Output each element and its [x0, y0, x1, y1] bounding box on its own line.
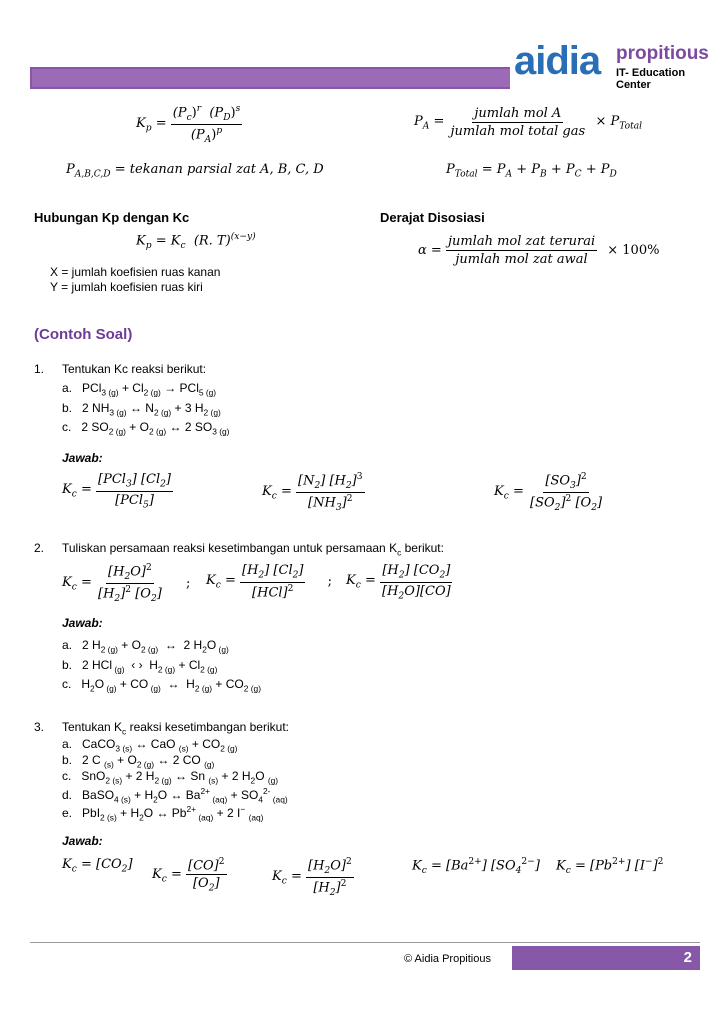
q2-answer-a: a. 2 $H_{2 (g)} + O_{2 (g)}$ ↔ 2 $H_2O$ $_{(g)}$ [62, 638, 229, 655]
page-number: 2 [683, 949, 692, 966]
footer-divider [30, 942, 700, 943]
kp-formula: $K_p$ = $\frac{(P_c)^r (P_D)^s}{(P_A)^p}$ [136, 104, 241, 145]
q3-answer-a: $K_c = [CO_2]$ [62, 857, 133, 875]
q2-number: 2. [34, 541, 45, 555]
q2-text: Tuliskan persamaan reaksi kesetimbangan untuk persamaan $K_c$ berikut: [62, 541, 444, 558]
q3-answer-d: $K_c = [Ba^{2+}]$ $[SO_4^{2-}]$ [412, 857, 540, 876]
q2-answer-c: c. $H_2O$ $_{(g)}$ + CO $_{(g)}$ ↔ $H_{2 (g)} + CO_{2 (g)}$ [62, 677, 262, 694]
q2-given-b: $K_c$ = $\frac{[H_2] [Cl_2]}{[HCl]^2}$ ; [206, 563, 333, 600]
q1-answer-c: $K_c$ = $\frac{[SO_3]^2}{[SO_2]^2 [O_2]}$ [494, 472, 603, 513]
q3-item-a: a. CaCO$_{3 (s)}$ ↔ CaO $_{(s)} + CO_{2 (g)}$ [62, 737, 238, 754]
q2-given-a: $K_c$ = $\frac{[H_2O]^2}{[H_2]^2 [O_2]}$ ; [62, 563, 191, 604]
brand-sub1: propitious [616, 43, 709, 64]
kpkc-title: Hubungan Kp dengan Kc [34, 210, 190, 225]
pa-formula: $P_A$ = $\frac{\text{jumlah mol A}}{\text{jumlah mol total gas}}$ × $P_{Total}$ [414, 106, 643, 139]
q3-answer-b: $K_c$ = $\frac{[CO]^2}{[O_2]}$ [152, 857, 225, 894]
q3-text: Tentukan $K_c$ reaksi kesetimbangan berikut: [62, 720, 289, 737]
alpha-formula: α = $\frac{\text{jumlah mol zat terurai}}{\text{jumlah mol zat awal}}$ × 100% [418, 234, 660, 267]
q1-jawab: Jawab: [62, 451, 103, 465]
q3-item-c: c. SnO$_{2 (s)}$ + 2 $H_{2 (g)}$ ↔ Sn $_{(s)}$ + 2 $H_2O$ $_{(g)}$ [62, 769, 279, 786]
footer-copyright: © Aidia Propitious [404, 953, 491, 965]
q1-text: Tentukan Kc reaksi berikut: [62, 362, 207, 376]
q1-answer-a: $K_c$ = $\frac{[PCl_3] [Cl_2]}{[PCl_5]}$ [62, 472, 171, 511]
contoh-soal-title: (Contoh Soal) [34, 326, 133, 343]
q3-number: 3. [34, 720, 45, 734]
q3-item-e: e. $PbI_{2 (s)} + H_2O$ ↔ $Pb^{2+}$ $_{(aq)}$ + 2 I− $_{(aq)}$ [62, 804, 264, 823]
ptotal-sum: $P_{Total} = P_A + P_B + P_C + P_D$ [446, 162, 617, 180]
y-definition: Y = jumlah koefisien ruas kiri [50, 280, 203, 294]
q2-jawab: Jawab: [62, 616, 103, 630]
q3-item-b: b. 2 C $_{(s)} + O_{2 (g)}$ ↔ 2 CO $_{(g)}$ [62, 753, 215, 770]
q2-given-c: $K_c$ = $\frac{[H_2] [CO_2]}{[H_2O][CO]}$ [346, 563, 451, 602]
q1-item-b: b. 2 $NH_{3 (g)}$ ↔ $N_{2 (g)} + 3$ $H_{2 (g)}$ [62, 401, 221, 418]
q3-item-d: d. BaSO$_{4 (s)}$ + $H_2O$ ↔ $Ba^{2+}$ $_{(aq)} + SO_4^{2-}$ $_{(aq)}$ [62, 786, 288, 805]
q3-answer-c: $K_c$ = $\frac{[H_2O]^2}{[H_2]^2}$ [272, 857, 352, 898]
alpha-title: Derajat Disosiasi [380, 210, 485, 225]
q1-answer-b: $K_c$ = $\frac{[N_2] [H_2]^3}{[NH_3]^2}$ [262, 472, 363, 513]
q3-jawab: Jawab: [62, 834, 103, 848]
brand-name: aidia [514, 39, 601, 83]
brand-sub2: IT- Education Center [616, 67, 686, 91]
q3-answer-e: $K_c = [Pb^{2+}]$ $[I^-]^2$ [556, 857, 664, 876]
q1-item-c: c. 2 $SO_{2 (g)} + O_{2 (g)}$ ↔ 2 $SO_{3 (g)}$ [62, 420, 230, 437]
q1-number: 1. [34, 362, 45, 376]
partial-pressure-def: $P_{A,B,C,D}$ = tekanan parsial zat A, B, C, D [66, 162, 324, 180]
x-definition: X = jumlah koefisien ruas kanan [50, 265, 221, 279]
q1-item-a: a. $PCl_{3 (g)} + Cl_{2 (g)} \to PCl_{5 (g)}$ [62, 381, 217, 398]
brand-logo [510, 37, 710, 95]
kpkc-formula: $K_p = K_c$ (R. T)$^{(x-y)}$ [136, 232, 256, 251]
page-number-box [512, 946, 700, 970]
q2-answer-b: b. 2 HCl $_{(g)}$ ‹ › $H_{2 (g)} + Cl_{2 (g)}$ [62, 658, 218, 675]
